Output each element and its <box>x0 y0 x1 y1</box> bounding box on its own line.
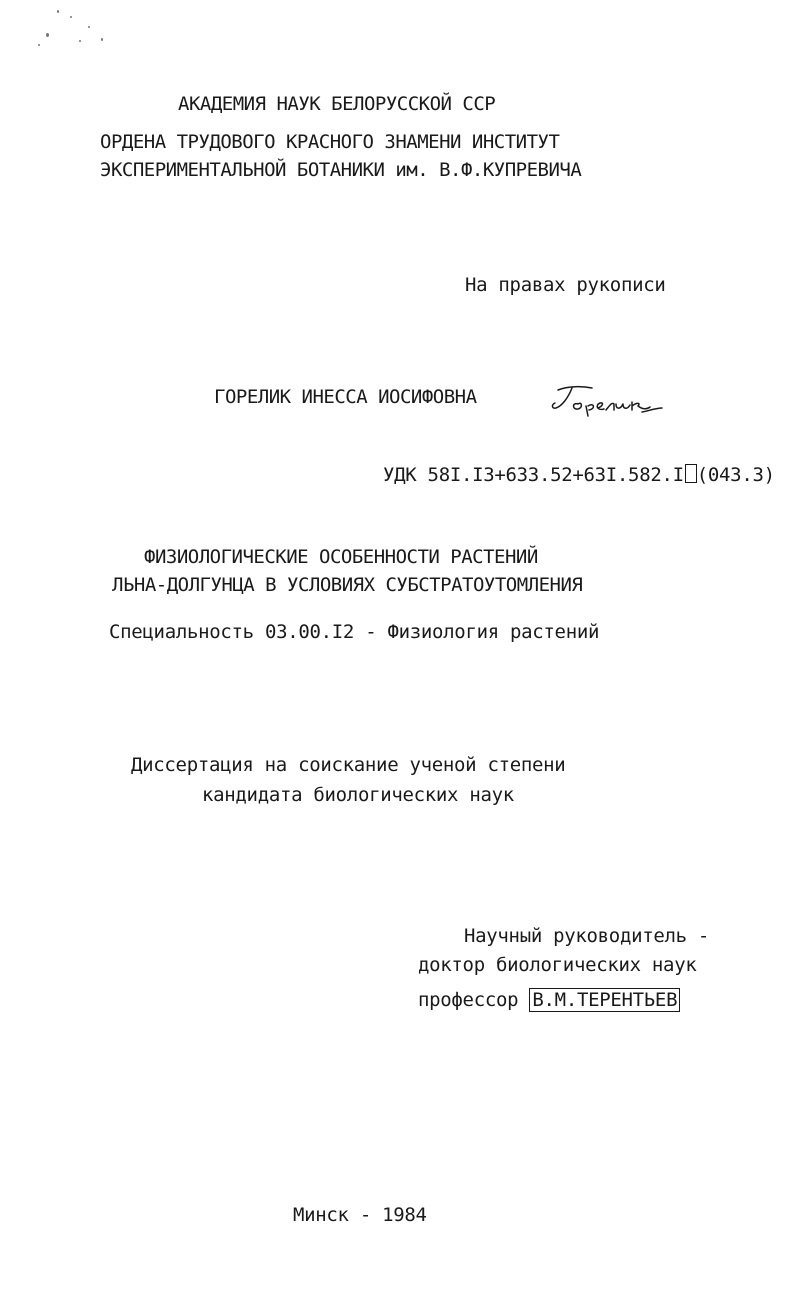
udk-suffix: (043.3) <box>696 464 775 486</box>
supervisor-name: В.М.ТЕРЕНТЬЕВ <box>529 988 680 1012</box>
scan-speck <box>101 38 103 41</box>
supervisor-line2: доктор биологических наук <box>418 954 697 976</box>
supervisor-title: профессор <box>418 989 519 1011</box>
scan-speck <box>79 40 81 42</box>
scan-speck <box>88 26 90 28</box>
title-line1: ФИЗИОЛОГИЧЕСКИЕ ОСОБЕННОСТИ РАСТЕНИЙ <box>144 546 538 568</box>
author-signature <box>548 378 666 424</box>
dissertation-line2: кандидата биологических наук <box>202 784 514 806</box>
institute-heading-line2: ЭКСПЕРИМЕНТАЛЬНОЙ БОТАНИКИ им. В.Ф.КУПРЕВИЧА <box>100 159 582 181</box>
udk-prefix: УДК 58I.I3+633.52+63I.582.I <box>383 464 684 486</box>
udk-box-mark <box>685 464 697 483</box>
author-name: ГОРЕЛИК ИНЕССА ИОСИФОВНА <box>214 386 477 408</box>
supervisor-line3 <box>418 988 680 1012</box>
dissertation-line1: Диссертация на соискание ученой степени <box>131 754 566 776</box>
title-line2: ЛЬНА-ДОЛГУНЦА В УСЛОВИЯХ СУБСТРАТОУТОМЛЕНИЯ <box>112 574 583 596</box>
academy-heading: АКАДЕМИЯ НАУК БЕЛОРУССКОЙ ССР <box>178 93 496 115</box>
scan-speck <box>38 44 40 46</box>
udk-code <box>383 463 775 487</box>
city-year: Минск - 1984 <box>293 1204 427 1226</box>
institute-heading-line1: ОРДЕНА ТРУДОВОГО КРАСНОГО ЗНАМЕНИ ИНСТИТУТ <box>100 131 560 153</box>
scan-speck <box>57 10 59 13</box>
supervisor-line1: Научный руководитель - <box>464 925 710 947</box>
scan-speck <box>70 16 72 18</box>
rights-note: На правах рукописи <box>465 274 666 296</box>
scan-speck <box>46 33 49 37</box>
specialty: Специальность 03.00.I2 - Физиология растений <box>109 621 600 643</box>
